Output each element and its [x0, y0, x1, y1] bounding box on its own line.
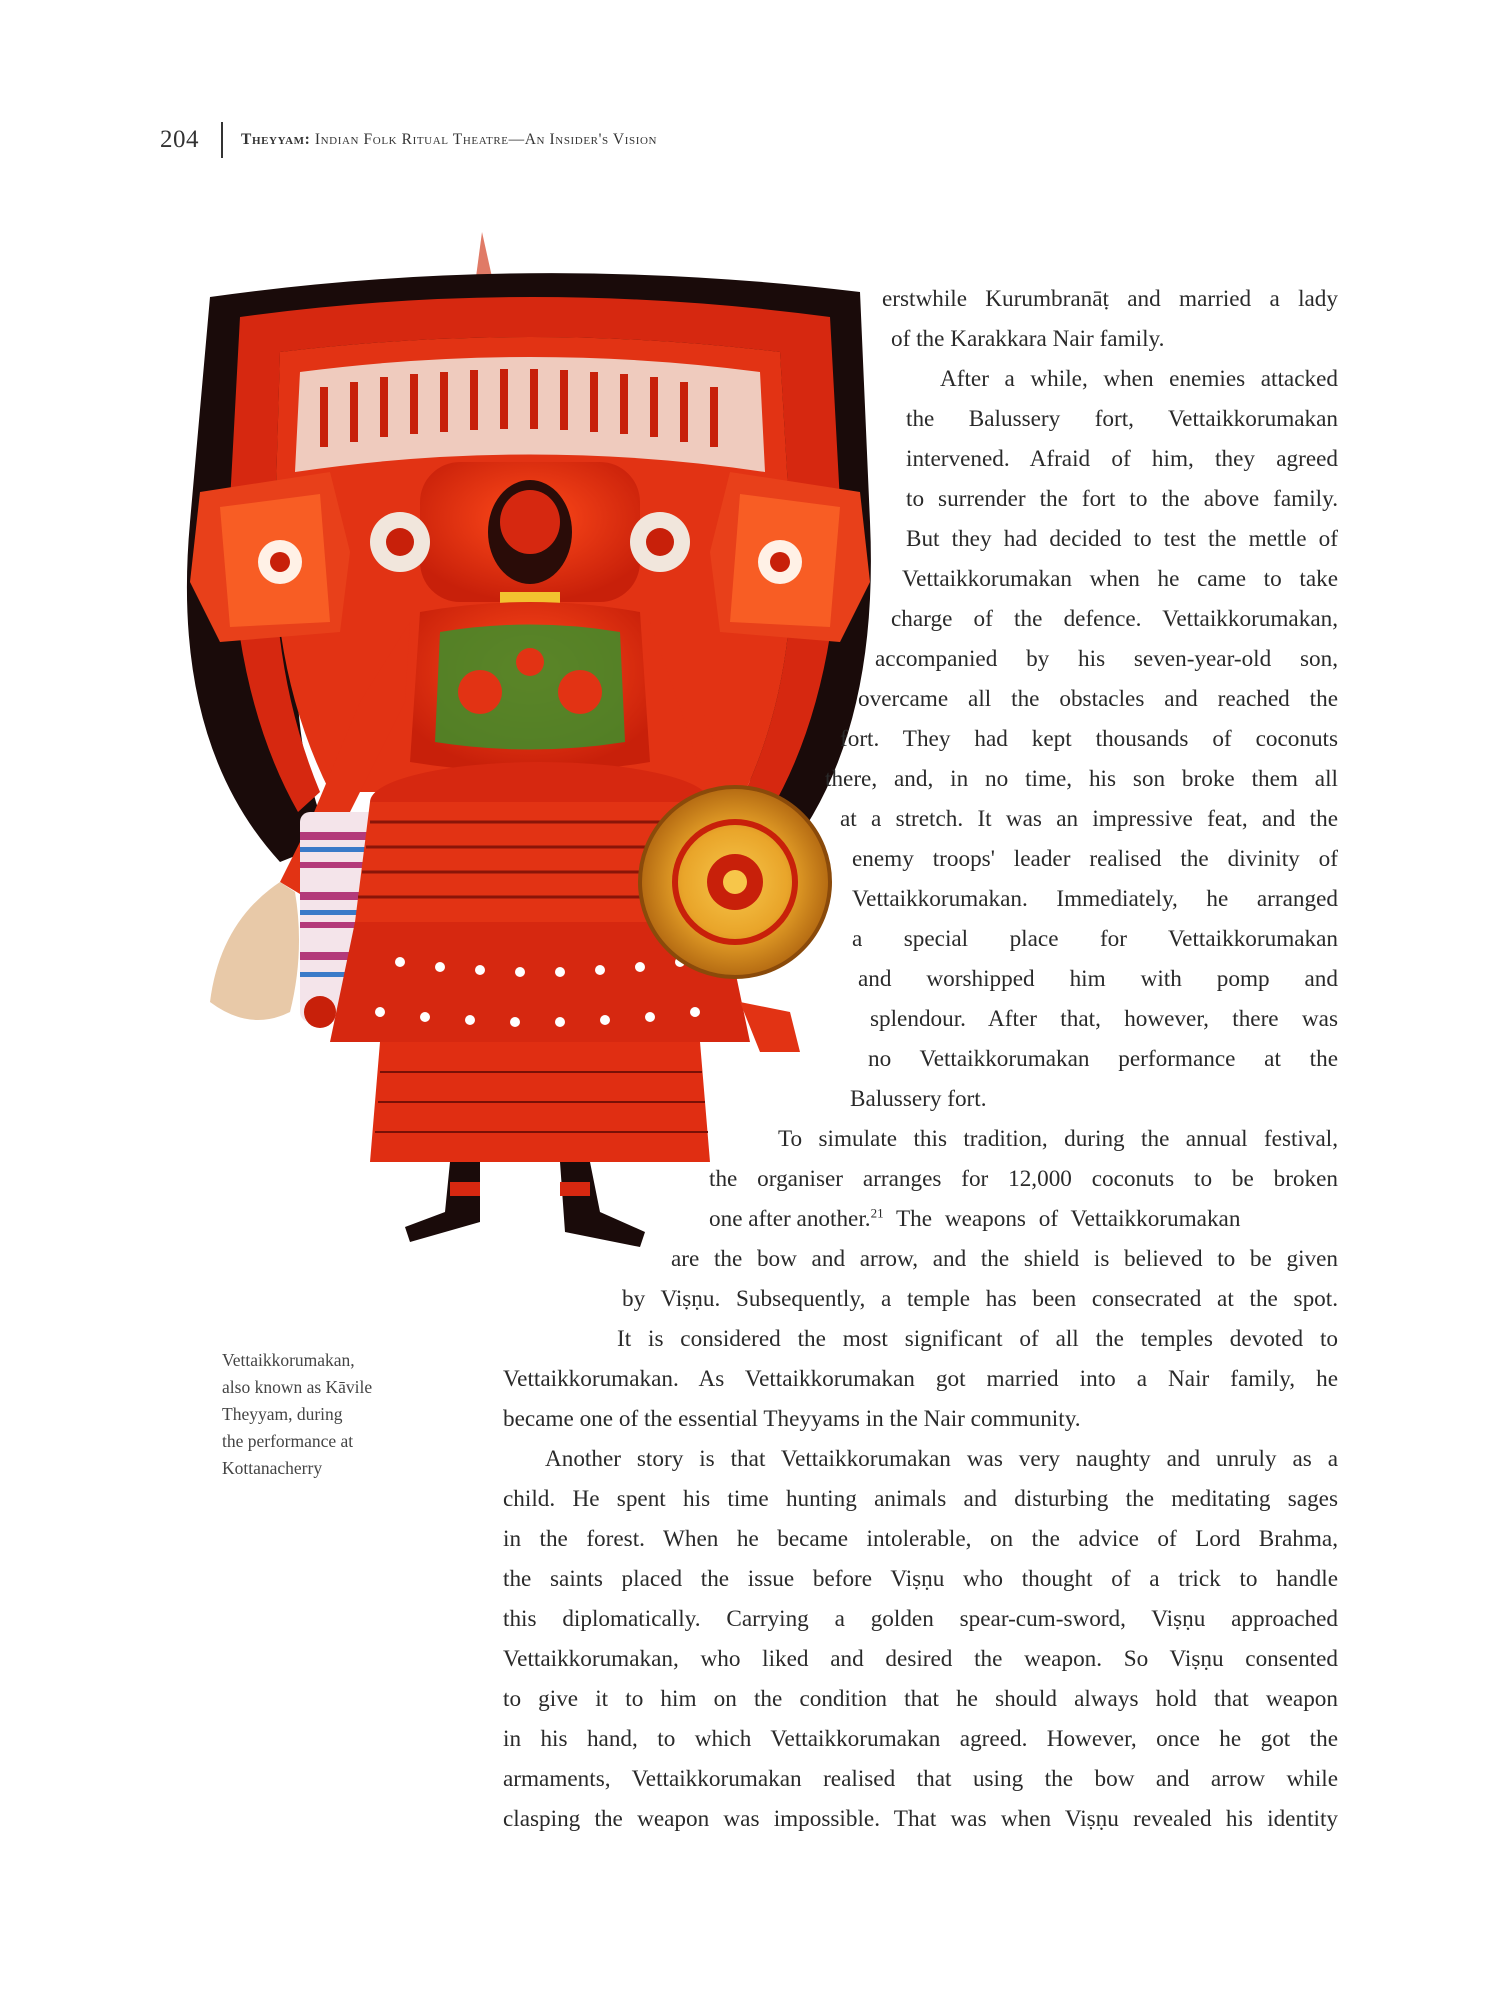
body-line: [709, 1199, 1338, 1239]
body-line: clasping the weapon was impossible. That was when Viṣṇu revealed his identity: [503, 1806, 1338, 1832]
body-line: a special place for Vettaikkorumakan: [852, 926, 1338, 952]
body-line: armaments, Vettaikkorumakan realised that using the bow and arrow while: [503, 1766, 1338, 1792]
body-line: there, and, in no time, his son broke them all: [825, 766, 1338, 792]
body-line: to give it to him on the condition that he should always hold that weapon: [503, 1686, 1338, 1712]
body-line: fort. They had kept thousands of coconuts: [840, 726, 1338, 752]
running-header: [160, 120, 657, 160]
running-title-rest: Indian Folk Ritual Theatre—An Insider's Vision: [310, 131, 658, 148]
body-line: overcame all the obstacles and reached the: [858, 686, 1338, 712]
body-line: the organiser arranges for 12,000 coconuts to be broken: [709, 1166, 1338, 1192]
body-line: the saints placed the issue before Viṣṇu who thought of a trick to handle: [503, 1566, 1338, 1592]
body-line: It is considered the most significant of all the temples devoted to: [617, 1326, 1338, 1352]
body-line: Vettaikkorumakan. As Vettaikkorumakan got married into a Nair family, he: [503, 1366, 1338, 1392]
caption-line: Vettaikkorumakan,: [222, 1350, 355, 1370]
caption-line: Theyyam, during: [222, 1404, 343, 1424]
body-line: Balussery fort.: [850, 1086, 987, 1112]
body-line: Vettaikkorumakan. Immediately, he arranged: [852, 886, 1338, 912]
body-text-fragment: one after another.: [709, 1206, 871, 1232]
body-line: accompanied by his seven-year-old son,: [875, 646, 1338, 672]
body-line: in his hand, to which Vettaikkorumakan agreed. However, once he got the: [503, 1726, 1338, 1752]
body-line: became one of the essential Theyyams in the Nair community.: [503, 1406, 1081, 1432]
body-line: Another story is that Vettaikkorumakan was very naughty and unruly as a: [545, 1446, 1338, 1472]
body-line: To simulate this tradition, during the annual festival,: [778, 1126, 1338, 1152]
header-divider: [221, 122, 223, 158]
body-line: by Viṣṇu. Subsequently, a temple has been consecrated at the spot.: [622, 1286, 1338, 1312]
body-line: Vettaikkorumakan when he came to take: [902, 566, 1338, 592]
running-title: [241, 131, 657, 149]
body-line: intervened. Afraid of him, they agreed: [906, 446, 1338, 472]
figure-caption: [222, 1347, 462, 1482]
theyyam-photo: [180, 222, 880, 1302]
body-line: splendour. After that, however, there was: [870, 1006, 1338, 1032]
body-line: But they had decided to test the mettle of: [906, 526, 1338, 552]
body-text-fragment: The weapons of Vettaikkorumakan: [883, 1206, 1241, 1232]
body-line: After a while, when enemies attacked: [940, 366, 1338, 392]
body-line: no Vettaikkorumakan performance at the: [868, 1046, 1338, 1072]
body-line: this diplomatically. Carrying a golden spear-cum-sword, Viṣṇu approached: [503, 1606, 1338, 1632]
caption-line: also known as Kāvile: [222, 1377, 373, 1397]
body-line: are the bow and arrow, and the shield is believed to be given: [671, 1246, 1338, 1272]
running-title-bold: Theyyam:: [241, 131, 311, 148]
body-line: of the Karakkara Nair family.: [891, 326, 1165, 352]
body-line: charge of the defence. Vettaikkorumakan,: [891, 606, 1338, 632]
footnote-reference[interactable]: 21: [870, 1205, 884, 1221]
body-line: erstwhile Kurumbranāṭ and married a lady: [882, 286, 1338, 312]
body-line: enemy troops' leader realised the divinity of: [852, 846, 1338, 872]
page-number: 204: [160, 126, 199, 153]
caption-line: the performance at: [222, 1431, 354, 1451]
body-line: child. He spent his time hunting animals and disturbing the meditating sages: [503, 1486, 1338, 1512]
body-line: Vettaikkorumakan, who liked and desired the weapon. So Viṣṇu consented: [503, 1646, 1338, 1672]
body-line: in the forest. When he became intolerable, on the advice of Lord Brahma,: [503, 1526, 1338, 1552]
body-line: at a stretch. It was an impressive feat, and the: [840, 806, 1338, 832]
body-line: the Balussery fort, Vettaikkorumakan: [906, 406, 1338, 432]
body-line: and worshipped him with pomp and: [858, 966, 1338, 992]
body-line: to surrender the fort to the above family.: [906, 486, 1338, 512]
caption-line: Kottanacherry: [222, 1458, 323, 1478]
